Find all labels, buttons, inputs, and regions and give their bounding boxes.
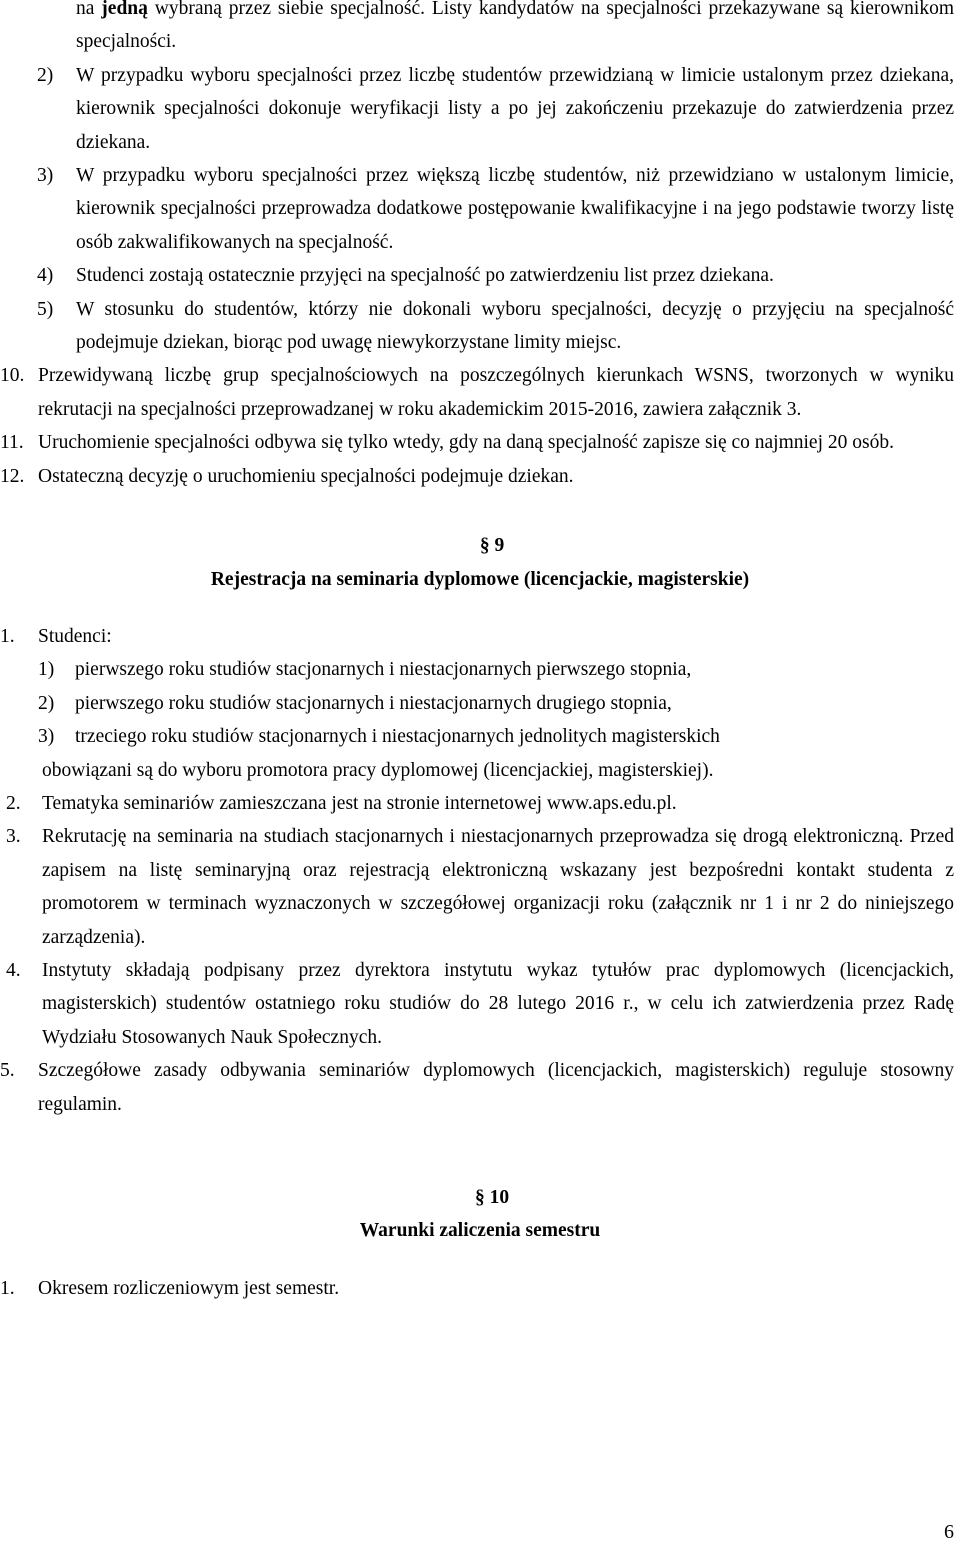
item-text: Przewidywaną liczbę grup specjalnościowych na poszczególnych kierunkach WSNS, tworzonych w wyniku rekrutacji na specjalności przeprowadzanej w roku akademickim 2015-2016, zawiera załącznik 3. — [38, 365, 954, 420]
intro-post: wybraną przez siebie specjalność. Listy kandydatów na specjalności przekazywane są kierownikom specjalności. — [76, 0, 955, 53]
sub-item — [0, 159, 960, 259]
item-text: Uruchomienie specjalności odbywa się tylko wtedy, gdy na daną specjalność zapisze się co najmniej 20 osób. — [38, 432, 894, 454]
sub-item-text: W przypadku wyboru specjalności przez większą liczbę studentów, niż przewidziano w ustalonym limicie, kierownik specjalności przeprowadza dodatkowe postępowanie kwalifikacyjne i na jego podstawie tworzy listę osób zakwalifikowanych na specjalność. — [76, 165, 954, 253]
section-9-title: Rejestracja na seminaria dyplomowe (licencjackie, magisterskie) — [210, 568, 750, 590]
sub-item — [0, 653, 960, 686]
sub-item-text: W przypadku wyboru specjalności przez liczbę studentów przewidzianą w limicie ustalonym przez dziekana, kierownik specjalności dokonuje weryfikacji listy a po jej zakończeniu przekazuje do zatwierdzenia przez dziekana. — [76, 64, 954, 153]
numbered-item — [0, 1272, 960, 1305]
sub-item-text: pierwszego roku studiów stacjonarnych i niestacjonarnych pierwszego stopnia, — [75, 659, 692, 681]
sub-item-text: pierwszego roku studiów stacjonarnych i niestacjonarnych drugiego stopnia, — [75, 692, 672, 714]
item-number: 4. — [6, 959, 21, 981]
item-number: 3. — [6, 826, 21, 848]
section-9-sign: § 9 — [479, 535, 505, 557]
item-number: 12. — [0, 465, 25, 487]
sub-item-text: W stosunku do studentów, którzy nie dokonali wyboru specjalności, decyzję o przyjęciu na specjalność podejmuje dziekan, biorąc pod uwagę niewykorzystane limity miejsc. — [76, 298, 954, 354]
item-text: Instytuty składają podpisany przez dyrektora instytutu wykaz tytułów prac dyplomowych (licencjackich, magisterskich) studentów ostatniego roku studiów do 28 lutego 2016 r., w celu ich zatwierdzenia przez Radę Wydziału Stosowanych Nauk Społecznych. — [42, 959, 954, 1048]
sub-item-number: 4) — [37, 265, 54, 287]
numbered-item — [0, 787, 960, 820]
item-number: 10. — [0, 365, 25, 387]
sub-item — [0, 687, 960, 720]
sub-item-number: 1) — [38, 659, 55, 681]
intro-paragraph — [0, 0, 960, 59]
item-text: Ostateczną decyzję o uruchomieniu specjalności podejmuje dziekan. — [38, 465, 574, 487]
sub-item — [0, 720, 960, 753]
item-text: Studenci: — [38, 625, 112, 647]
numbered-item — [0, 359, 960, 426]
sub-item — [0, 59, 960, 159]
sub-item-number: 2) — [38, 692, 55, 714]
numbered-item — [0, 954, 960, 1054]
sub-item-text: trzeciego roku studiów stacjonarnych i niestacjonarnych jednolitych magisterskich — [75, 726, 720, 748]
sub-item — [0, 259, 960, 292]
sub-item-text: Studenci zostają ostatecznie przyjęci na specjalność po zatwierdzeniu list przez dziekana. — [76, 265, 774, 287]
item-number: 1. — [0, 625, 15, 647]
item-1-tail: obowiązani są do wyboru promotora pracy dyplomowej (licencjackiej, magisterskiej). — [42, 759, 714, 781]
sub-item-number: 3) — [38, 726, 55, 748]
sub-item-number: 2) — [37, 64, 54, 86]
item-text: Rekrutację na seminaria na studiach stacjonarnych i niestacjonarnych przeprowadza się drogą elektroniczną. Przed zapisem na listę seminaryjną oraz rejestracją elektroniczną wskazany jest bezpośredni kontakt studenta z promotorem w terminach wyznaczonych w szczegółowej organizacji roku (załącznik nr 1 i nr 2 do niniejszego zarządzenia). — [42, 826, 954, 948]
intro-bold: jedną — [101, 0, 148, 19]
sub-item — [0, 293, 960, 360]
numbered-item — [0, 620, 960, 653]
item-number: 1. — [0, 1277, 15, 1299]
section-10-sign: § 10 — [474, 1187, 510, 1208]
intro-pre: na — [76, 0, 102, 19]
item-text: Szczegółowe zasady odbywania seminariów dyplomowych (licencjackich, magisterskich) reguluje stosowny regulamin. — [38, 1060, 954, 1115]
numbered-item — [0, 460, 960, 493]
section-10-title: Warunki zaliczenia semestru — [359, 1220, 601, 1242]
item-number: 11. — [0, 432, 24, 454]
numbered-item — [0, 1054, 960, 1121]
numbered-item — [0, 426, 960, 459]
sub-item-number: 3) — [37, 165, 54, 187]
item-text: Okresem rozliczeniowym jest semestr. — [38, 1277, 340, 1299]
sub-item-number: 5) — [37, 298, 54, 320]
item-number: 5. — [0, 1060, 15, 1082]
page-number: 6 — [944, 1521, 954, 1543]
numbered-item — [0, 820, 960, 954]
item-number: 2. — [6, 792, 21, 814]
item-text: Tematyka seminariów zamieszczana jest na stronie internetowej www.aps.edu.pl. — [42, 792, 677, 814]
